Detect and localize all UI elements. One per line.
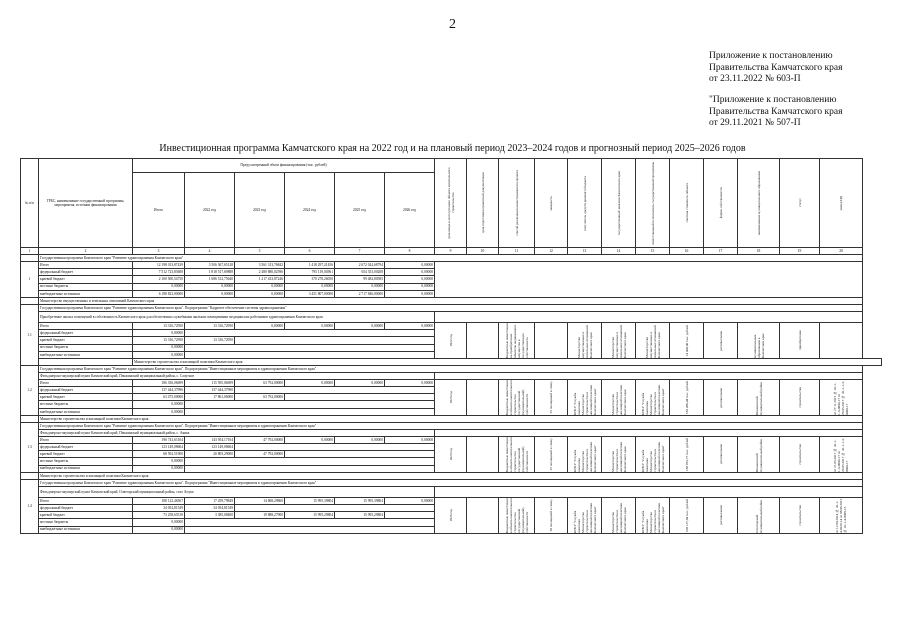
source-label: местные бюджеты: [39, 401, 133, 408]
source-label: внебюджетные источники: [39, 526, 133, 533]
header-c15: ответственный исполнитель государственной программы: [636, 159, 670, 248]
value-cell: 15 995,29804: [335, 512, 385, 519]
col-num: 19: [780, 248, 820, 255]
value-cell: 2 672 024,68794: [335, 262, 385, 269]
col-num: 17: [704, 248, 738, 255]
cell-c19: строительство: [780, 436, 820, 472]
value-cell: 63 475,00000: [133, 394, 185, 401]
value-cell: 13 316,72950: [185, 337, 235, 344]
value-cell: 73 258,65518: [133, 512, 185, 519]
col-num: 4: [185, 248, 235, 255]
value-cell: 3 561 313,76842: [235, 262, 285, 269]
cell-c18: муниципальные образования в Камчатском крае: [738, 322, 780, 358]
value-cell: 20 805,29000: [185, 451, 235, 458]
value-cell: 15 995,39804: [285, 497, 335, 504]
value-cell: 115 595,06699: [185, 379, 235, 386]
program-subprogram: Государственная программа Камчатского края "Развитие здравоохранения Камчатского края". Подпрограмма "Кадровое обеспечение системы здравоохранения": [39, 304, 863, 311]
cell-c18: Пенжинский муниципальный район: [738, 436, 780, 472]
value-cell: 3 385,08400: [185, 512, 235, 519]
header-c13: получатель средств краевого бюджета: [568, 159, 602, 248]
col-num: 9: [435, 248, 467, 255]
source-label: Итого: [39, 322, 133, 329]
value-cell: 0,00000: [133, 351, 185, 358]
appendix-reference-current: [709, 51, 842, 86]
row-number: 1.4: [21, 479, 39, 533]
value-cell: 0,00000: [335, 283, 385, 290]
source-label: федеральный бюджет: [39, 330, 133, 337]
header-2024: 2024 год: [285, 173, 335, 248]
header-c16: сметная стоимость объекта: [670, 159, 704, 248]
source-label: федеральный бюджет: [39, 387, 133, 394]
row-number: 1.2: [21, 365, 39, 415]
page-number: 2: [449, 17, 456, 32]
source-label: краевой бюджет: [39, 512, 133, 519]
col-num: 15: [636, 248, 670, 255]
value-cell: 0,00000: [133, 465, 185, 472]
cell-c14: Министерство имущественных и земельных отношений Камчатского края: [602, 322, 636, 358]
cell-c17: региональная: [704, 497, 738, 533]
appendix-line: Правительства Камчатского края: [709, 62, 843, 73]
value-cell: 0,00000: [285, 379, 335, 386]
value-cell: 1 818 517,69888: [185, 269, 235, 276]
cell-c9: 2023 год: [435, 436, 467, 472]
cell-c11: Бюджетные инвестиции в объекты капитального строительства государственной (муниципальной) собственности: [499, 379, 535, 415]
value-cell: 68 592,51900: [133, 451, 185, 458]
value-cell: 0,00000: [335, 322, 385, 329]
value-cell: 1 686 512,75640: [185, 276, 235, 283]
source-label: внебюджетные источники: [39, 290, 133, 297]
cell-c18: Олюторский муниципальный район: [738, 497, 780, 533]
cell-c15: КГКУ "Служба заказчика Министерства строительства и жилищной политики Камчатского края": [636, 379, 670, 415]
value-cell: 34 054,81549: [133, 504, 185, 511]
header-c11: способ реализации инвестиционного проекта: [499, 159, 535, 248]
cell-c13: Министерство имущественных и земельных отношений Камчатского края: [568, 322, 602, 358]
cell-c20: от 21.05.2017 № 41-1-1-3-0000-17 от 29.05.2017 № 41-1-1-3-0000-17: [820, 436, 863, 472]
cell-c17: региональная: [704, 322, 738, 358]
source-label: федеральный бюджет: [39, 444, 133, 451]
value-cell: 3 451 807,00000: [285, 290, 335, 297]
project-description: Фельдшерско-акушерский пункт Камчатский край, Пенжинский муниципальный район, с. Аянка: [39, 429, 435, 436]
row-number: 1.3: [21, 422, 39, 472]
appendix-line: Приложение к постановлению: [709, 51, 833, 61]
value-cell: 123 149,08604: [133, 444, 185, 451]
value-cell: 0,00000: [133, 344, 185, 351]
header-2022: 2022 год: [185, 173, 235, 248]
appendix-reference-previous: [709, 95, 842, 130]
cell-c15: КГКУ "Служба заказчика Министерства строительства и жилищной политики Камчатского края": [636, 497, 670, 533]
source-label: внебюджетные источники: [39, 351, 133, 358]
value-cell: 63 792,00000: [235, 394, 285, 401]
header-c14: государственный заказчик Камчатского края: [602, 159, 636, 248]
value-cell: 0,00000: [235, 322, 285, 329]
source-label: федеральный бюджет: [39, 504, 133, 511]
value-cell: 0,00000: [385, 283, 435, 290]
value-cell: 0,00000: [133, 519, 185, 526]
cell-c15: Министерство имущественных и земельных отношений Камчатского края: [636, 322, 670, 358]
value-cell: 0,00000: [185, 283, 235, 290]
source-label: краевой бюджет: [39, 394, 133, 401]
header-c18: наименование муниципального образования: [738, 159, 780, 248]
cell-c20: от 27.11.2015 № 41-1-1-3-0000-17 от 29.05.2017 № 41-1-1-3-0000-17: [820, 379, 863, 415]
value-cell: 137 444,37996: [133, 387, 185, 394]
value-cell: 186 356,06699: [133, 379, 185, 386]
value-cell: 47 792,00000: [235, 451, 285, 458]
col-num: 1: [21, 248, 39, 255]
value-cell: 99 482,80585: [335, 276, 385, 283]
col-num: 2: [39, 248, 133, 255]
project-description: Фельдшерско-акушерский пункт Камчатский край, Пенжинский муниципальный район, с. Слаутное: [39, 372, 435, 379]
cell-c16: 108 127,64 тыс. рублей: [670, 497, 704, 533]
program-subprogram: Государственная программа Камчатского края "Развитие здравоохранения Камчатского края". Подпрограмма "Инвестиционные мероприятия в здравоохранении Камчатского края": [39, 365, 863, 372]
value-cell: 63 792,00000: [235, 379, 285, 386]
source-label: Итого: [39, 497, 133, 504]
cell-c13: КГКУ "Служба заказчика Министерства строительства и жилищной политики Камчатского края": [568, 436, 602, 472]
value-cell: 1 418 297,21456: [285, 262, 335, 269]
source-label: Итого: [39, 379, 133, 386]
col-num: 3: [133, 248, 185, 255]
header-c9: срок ввода в эксплуатацию объекта капитального строительства: [435, 159, 467, 248]
value-cell: 34 054,81549: [185, 504, 235, 511]
cell-c9: 2023 год: [435, 379, 467, 415]
header-2023: 2023 год: [235, 173, 285, 248]
source-label: местные бюджеты: [39, 458, 133, 465]
col-num: 7: [335, 248, 385, 255]
value-cell: 190 741,61104: [133, 436, 185, 443]
project-description: Приобретение жилых помещений в собственность Камчатского края для обеспечения служебными жилыми помещениями медицинских работников здравоохранения Камчатского края: [39, 311, 435, 322]
cell-c12: 25 посещений в смену: [535, 436, 568, 472]
cell-c19: строительство: [780, 379, 820, 415]
investment-program-table: [20, 158, 882, 534]
document-title: Инвестиционная программа Камчатского края на 2022 год и на плановый период 2023–2024 годов и прогнозный период 2025–2026 годов: [159, 143, 746, 154]
header-c20: номер ПД: [820, 159, 863, 248]
col-num: 10: [467, 248, 499, 255]
cell-c14: Министерство строительства и жилищной политики Камчатского края: [602, 497, 636, 533]
value-cell: 0,00000: [385, 269, 435, 276]
cell-c9: 2026 год: [435, 497, 467, 533]
value-cell: 143 954,17104: [185, 436, 235, 443]
value-cell: 14 868,29860: [235, 497, 285, 504]
col-num: 16: [670, 248, 704, 255]
value-cell: 0,00000: [133, 330, 185, 337]
value-cell: 2 480 880,02596: [235, 269, 285, 276]
col-num: 12: [535, 248, 568, 255]
value-cell: 0,00000: [385, 276, 435, 283]
cell-c17: региональная: [704, 436, 738, 472]
source-label: местные бюджеты: [39, 519, 133, 526]
value-cell: 108 122,46567: [133, 497, 185, 504]
cell-c16: 188 655,77 тыс. рублей: [670, 436, 704, 472]
cell-c13: КГКУ "Служба заказчика Министерства строительства и жилищной политики Камчатского края": [568, 379, 602, 415]
header-c12: мощность: [535, 159, 568, 248]
value-cell: 1 217 433,87246: [235, 276, 285, 283]
value-cell: 3 506 367,65128: [185, 262, 235, 269]
col-num: 20: [820, 248, 863, 255]
value-cell: 0,00000: [285, 283, 335, 290]
cell-c14: Министерство строительства и жилищной политики Камчатского края: [602, 436, 636, 472]
header-no: № п/п: [21, 159, 39, 248]
project-description: Фельдшерско-акушерский пункт Камчатский край, Олюторский муниципальный район, село Апука: [39, 486, 435, 497]
cell-c14: Министерство строительства и жилищной политики Камчатского края: [602, 379, 636, 415]
value-cell: 19 888,27900: [235, 512, 285, 519]
header-c10: срок подготовки проектной документации: [467, 159, 499, 248]
appendix-line: Правительства Камчатского края: [709, 106, 843, 117]
value-cell: 47 792,00000: [235, 436, 285, 443]
value-cell: 6 188 823,00000: [133, 290, 185, 297]
header-c17: форма собственности: [704, 159, 738, 248]
value-cell: 0,00000: [335, 436, 385, 443]
cell-c9: 2022 год: [435, 322, 467, 358]
cell-c13: КГКУ "Служба заказчика Министерства строительства и жилищной политики Камчатского края": [568, 497, 602, 533]
value-cell: 654 353,00208: [335, 269, 385, 276]
ministry-header: Министерство строительства и жилищной политики Камчатского края: [39, 472, 863, 479]
value-cell: 137 444,37990: [185, 387, 235, 394]
appendix-line: от 29.11.2021 № 507-П: [709, 118, 801, 128]
value-cell: 2 717 846,00000: [335, 290, 385, 297]
value-cell: 0,00000: [385, 379, 435, 386]
value-cell: 0,00000: [185, 290, 235, 297]
value-cell: 0,00000: [385, 290, 435, 297]
value-cell: 0,00000: [133, 283, 185, 290]
value-cell: 7 512 723,83608: [133, 269, 185, 276]
ministry-header: Министерство имущественных и земельных отношений Камчатского края: [39, 297, 863, 304]
ministry-header: Министерство строительства и жилищной политики Камчатского края: [133, 358, 882, 365]
column-numbers-row: [21, 248, 882, 255]
header-name: ГРБС, наименование государственной программы, мероприятия, источник финансирования: [39, 159, 133, 248]
value-cell: 795 119,04961: [285, 269, 335, 276]
value-cell: 12 198 013,87439: [133, 262, 185, 269]
col-num: 8: [385, 248, 435, 255]
cell-c12: 25 посещений в смену: [535, 379, 568, 415]
source-label: внебюджетные источники: [39, 408, 133, 415]
cell-c11: Бюджетные инвестиции в объекты капитального строительства государственной (муниципальной) собственности: [499, 497, 535, 533]
source-label: внебюджетные источники: [39, 465, 133, 472]
source-label: Итого: [39, 262, 133, 269]
cell-c11: Бюджетные инвестиции на приобретение объектов недвижимого имущества в государственную собственность: [499, 322, 535, 358]
source-label: Итого: [39, 436, 133, 443]
header-volume: Предусмотренный объем финансирования (тыс. рублей): [133, 159, 435, 173]
value-cell: 13 316,72950: [133, 337, 185, 344]
col-num: 13: [568, 248, 602, 255]
source-label: местные бюджеты: [39, 344, 133, 351]
cell-c19: приобретение: [780, 322, 820, 358]
value-cell: 0,00000: [385, 497, 435, 504]
col-num: 18: [738, 248, 780, 255]
col-num: 11: [499, 248, 535, 255]
cell-c16: 14 000,00 тыс. рублей: [670, 322, 704, 358]
appendix-line: от 23.11.2022 № 603-П: [709, 74, 801, 84]
value-cell: 0,00000: [285, 436, 335, 443]
program-subprogram: Государственная программа Камчатского края "Развитие здравоохранения Камчатского края". Подпрограмма "Инвестиционные мероприятия в здравоохранении Камчатского края": [39, 479, 863, 486]
header-2025: 2025 год: [335, 173, 385, 248]
row-number: 1: [21, 262, 39, 298]
value-cell: 0,00000: [133, 408, 185, 415]
ministry-header: Министерство строительства и жилищной политики Камчатского края: [39, 415, 863, 422]
cell-c11: Бюджетные инвестиции в объекты капитального строительства государственной (муниципальной) собственности: [499, 436, 535, 472]
cell-c16: 183 469,44 тыс. рублей: [670, 379, 704, 415]
source-label: краевой бюджет: [39, 337, 133, 344]
value-cell: 0,00000: [385, 436, 435, 443]
cell-c20: от 12.08.2014 № 41-1-4-0229-14 от 08.06.2015 № 41-1-4-0098-15: [820, 497, 863, 533]
header-2026: 2026 год: [385, 173, 435, 248]
value-cell: 0,00000: [385, 322, 435, 329]
col-num: 6: [285, 248, 335, 255]
value-cell: 0,00000: [385, 262, 435, 269]
value-cell: 13 316,72950: [133, 322, 185, 329]
value-cell: 15 995,29804: [285, 512, 335, 519]
header-total: Итого: [133, 173, 185, 248]
value-cell: 123 149,08604: [185, 444, 235, 451]
source-label: краевой бюджет: [39, 276, 133, 283]
source-label: краевой бюджет: [39, 451, 133, 458]
cell-c19: строительство: [780, 497, 820, 533]
value-cell: 0,00000: [335, 379, 385, 386]
cell-c15: КГКУ "Служба заказчика Министерства строительства и жилищной политики Камчатского края": [636, 436, 670, 472]
value-cell: 15 995,39804: [335, 497, 385, 504]
col-num: 5: [235, 248, 285, 255]
program-header: Государственная программа Камчатского края "Развитие здравоохранения Камчатского края": [39, 255, 863, 262]
cell-c17: региональная: [704, 379, 738, 415]
source-label: местные бюджеты: [39, 283, 133, 290]
source-label: федеральный бюджет: [39, 269, 133, 276]
program-subprogram: Государственная программа Камчатского края "Развитие здравоохранения Камчатского края". Подпрограмма "Инвестиционные мероприятия в здравоохранении Камчатского края": [39, 422, 863, 429]
value-cell: 0,00000: [133, 401, 185, 408]
value-cell: 17 861,06000: [185, 394, 235, 401]
value-cell: 2 100 500,54750: [133, 276, 185, 283]
value-cell: 0,00000: [235, 283, 285, 290]
appendix-line: "Приложение к постановлению: [709, 95, 837, 105]
value-cell: 0,00000: [133, 526, 185, 533]
value-cell: 0,00000: [235, 290, 285, 297]
value-cell: 370 278,26050: [285, 276, 335, 283]
cell-c12: 20 посещений в смену: [535, 497, 568, 533]
col-num: 14: [602, 248, 636, 255]
cell-c18: Пенжинский муниципальный район: [738, 379, 780, 415]
value-cell: 17 459,79849: [185, 497, 235, 504]
row-number: 1.1: [21, 304, 39, 365]
value-cell: 0,00000: [133, 458, 185, 465]
value-cell: 13 316,72950: [185, 322, 235, 329]
header-c19: статус: [780, 159, 820, 248]
value-cell: 0,00000: [285, 322, 335, 329]
